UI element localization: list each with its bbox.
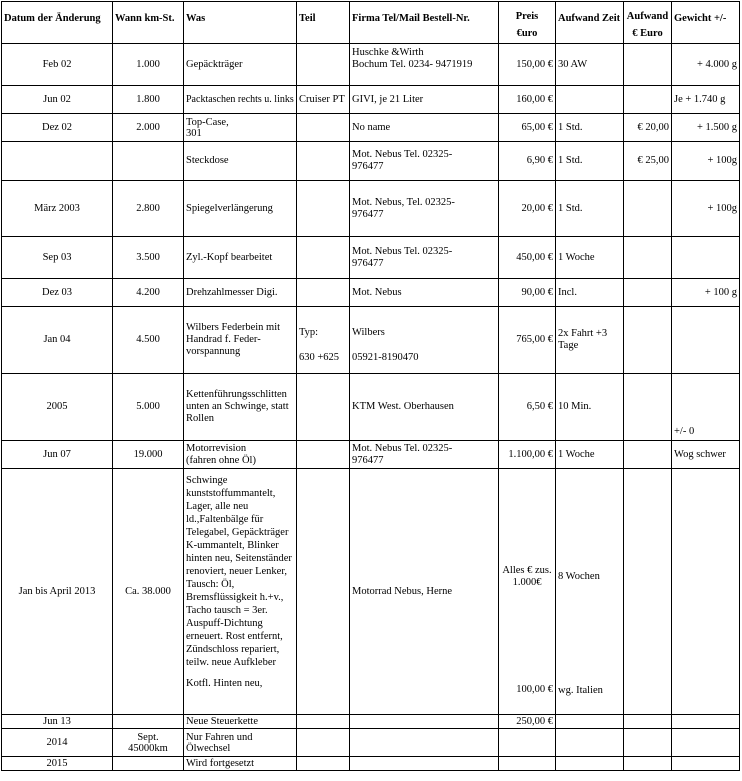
cell-km	[113, 142, 184, 181]
cell-teil	[297, 279, 350, 307]
header-preis-line2: €uro	[516, 28, 538, 39]
cell-zeit	[556, 86, 624, 114]
cell-km: 2.000	[113, 114, 184, 142]
cell-gewicht: + 100g	[672, 142, 740, 181]
cell-was: Packtaschen rechts u. links	[184, 86, 297, 114]
cell-firma: No name	[350, 114, 499, 142]
cell-zeit	[556, 469, 624, 715]
cell-firma: Mot. Nebus Tel. 02325- 976477	[350, 142, 499, 181]
cell-firma: Motorrad Nebus, Herne	[350, 469, 499, 715]
cell-teil	[297, 715, 350, 729]
cell-gewicht: + 4.000 g	[672, 44, 740, 86]
cell-preis: 65,00 €	[499, 114, 556, 142]
cell-teil	[297, 307, 350, 374]
table-row	[2, 374, 740, 441]
cell-km: 1.000	[113, 44, 184, 86]
cell-euro: € 25,00	[624, 142, 672, 181]
cell-euro	[624, 715, 672, 729]
modification-table	[1, 1, 740, 771]
header-aufwand-euro	[624, 2, 672, 44]
cell-km: 2.800	[113, 181, 184, 237]
cell-teil-typ: Typ:	[299, 327, 319, 338]
cell-teil	[297, 757, 350, 771]
header-aufwand-euro-line1: Aufwand	[626, 11, 669, 22]
cell-euro	[624, 44, 672, 86]
cell-km	[113, 715, 184, 729]
cell-preis: 1.100,00 €	[499, 441, 556, 469]
cell-firma-phone: 05921-8190470	[352, 352, 419, 363]
cell-zeit: 1 Std.	[556, 142, 624, 181]
cell-preis: 6,50 €	[499, 374, 556, 441]
cell-was: Steckdose	[184, 142, 297, 181]
cell-euro	[624, 441, 672, 469]
cell-preis: 250,00 €	[499, 715, 556, 729]
table-row	[2, 715, 740, 729]
cell-firma: Mot. Nebus	[350, 279, 499, 307]
header-datum: Datum der Änderung	[2, 2, 113, 44]
cell-datum: Jun 13	[2, 715, 113, 729]
cell-datum: 2014	[2, 729, 113, 757]
header-aufwand-zeit: Aufwand Zeit	[556, 2, 624, 44]
cell-was: Top-Case, 301	[184, 114, 297, 142]
cell-preis	[499, 757, 556, 771]
cell-zeit: 30 AW	[556, 44, 624, 86]
header-aufwand-euro-line2: € Euro	[632, 28, 663, 39]
cell-teil	[297, 729, 350, 757]
cell-teil	[297, 142, 350, 181]
cell-preis: 90,00 €	[499, 279, 556, 307]
table-row	[2, 86, 740, 114]
cell-was	[184, 469, 297, 715]
table-row	[2, 729, 740, 757]
cell-datum: März 2003	[2, 181, 113, 237]
cell-gewicht: +/- 0	[672, 374, 740, 441]
table-row	[2, 469, 740, 715]
cell-teil	[297, 237, 350, 279]
cell-km: Sept. 45000km	[113, 729, 184, 757]
cell-km: 3.500	[113, 237, 184, 279]
cell-zeit-note: wg. Italien	[558, 685, 603, 696]
cell-preis	[499, 729, 556, 757]
cell-firma: Huschke &Wirth Bochum Tel. 0234- 9471919	[350, 44, 499, 86]
cell-was: Wird fortgesetzt	[184, 757, 297, 771]
cell-km: Ca. 38.000	[113, 469, 184, 715]
cell-gewicht	[672, 715, 740, 729]
header-preis	[499, 2, 556, 44]
cell-was: Kettenführungsschlitten unten an Schwinge, statt Rollen	[184, 374, 297, 441]
cell-datum	[2, 142, 113, 181]
cell-zeit: Incl.	[556, 279, 624, 307]
table-row	[2, 441, 740, 469]
cell-was-extra: Kotfl. Hinten neu,	[186, 678, 263, 689]
cell-gewicht	[672, 729, 740, 757]
cell-teil-value: 630 +625	[299, 352, 340, 363]
cell-was: Neue Steuerkette	[184, 715, 297, 729]
cell-zeit: 1 Woche	[556, 237, 624, 279]
cell-preis-extra: 100,00 €	[516, 684, 553, 695]
cell-teil	[297, 181, 350, 237]
header-was: Was	[184, 2, 297, 44]
cell-euro	[624, 374, 672, 441]
cell-gewicht: Wog schwer	[672, 441, 740, 469]
cell-firma: Mot. Nebus Tel. 02325- 976477	[350, 237, 499, 279]
cell-firma	[350, 715, 499, 729]
cell-datum: Dez 02	[2, 114, 113, 142]
table-row	[2, 44, 740, 86]
cell-was-details: Schwinge kunststoffummantelt, Lager, alle neu ld.,Faltenbälge für Telegabel, Gepäckträger K-ummantelt, Blinker hinten neu, Seitenständer renoviert, neuer Lenker, Tausch: Öl, Bremsflüssigkeit h.+v., Tacho tausch = 3er. Auspuff-Dichtung erneuert. Rost entfernt, Zündschloss repariert, teilw. neue Aufkleber	[186, 475, 292, 668]
cell-euro	[624, 307, 672, 374]
cell-firma: Mot. Nebus Tel. 02325- 976477	[350, 441, 499, 469]
cell-datum: Dez 03	[2, 279, 113, 307]
cell-zeit: 2x Fahrt +3 Tage	[556, 307, 624, 374]
cell-km: 4.500	[113, 307, 184, 374]
table-row	[2, 237, 740, 279]
cell-teil	[297, 44, 350, 86]
cell-km: 1.800	[113, 86, 184, 114]
cell-was: Gepäckträger	[184, 44, 297, 86]
table-row	[2, 757, 740, 771]
cell-zeit	[556, 715, 624, 729]
cell-euro	[624, 469, 672, 715]
cell-firma: KTM West. Oberhausen	[350, 374, 499, 441]
header-firma: Firma Tel/Mail Bestell-Nr.	[350, 2, 499, 44]
cell-zeit	[556, 729, 624, 757]
cell-was: Zyl.-Kopf bearbeitet	[184, 237, 297, 279]
cell-euro	[624, 237, 672, 279]
cell-gewicht	[672, 469, 740, 715]
cell-was: Drehzahlmesser Digi.	[184, 279, 297, 307]
cell-gewicht: + 1.500 g	[672, 114, 740, 142]
cell-gewicht: + 100g	[672, 181, 740, 237]
table-row	[2, 142, 740, 181]
cell-preis	[499, 469, 556, 715]
header-teil: Teil	[297, 2, 350, 44]
cell-euro: € 20,00	[624, 114, 672, 142]
cell-zeit	[556, 757, 624, 771]
cell-was: Wilbers Federbein mit Handrad f. Feder- vorspannung	[184, 307, 297, 374]
cell-gewicht: Je + 1.740 g	[672, 86, 740, 114]
cell-zeit-duration: 8 Wochen	[558, 571, 600, 582]
cell-preis: 450,00 €	[499, 237, 556, 279]
cell-preis: 150,00 €	[499, 44, 556, 86]
cell-zeit: 1 Std.	[556, 114, 624, 142]
cell-preis: 20,00 €	[499, 181, 556, 237]
cell-firma: Mot. Nebus, Tel. 02325- 976477	[350, 181, 499, 237]
cell-firma	[350, 729, 499, 757]
cell-euro	[624, 729, 672, 757]
cell-teil	[297, 114, 350, 142]
cell-euro	[624, 757, 672, 771]
cell-gewicht	[672, 757, 740, 771]
cell-preis-total: Alles € zus. 1.000€	[502, 565, 552, 588]
header-wann: Wann km-St.	[113, 2, 184, 44]
cell-was: Nur Fahren und Ölwechsel	[184, 729, 297, 757]
cell-datum: Feb 02	[2, 44, 113, 86]
cell-euro	[624, 279, 672, 307]
cell-km: 4.200	[113, 279, 184, 307]
cell-km	[113, 757, 184, 771]
cell-euro	[624, 86, 672, 114]
cell-firma: GIVI, je 21 Liter	[350, 86, 499, 114]
cell-firma	[350, 307, 499, 374]
cell-datum: Jan 04	[2, 307, 113, 374]
cell-euro	[624, 181, 672, 237]
cell-preis: 765,00 €	[499, 307, 556, 374]
cell-teil	[297, 441, 350, 469]
cell-datum: 2015	[2, 757, 113, 771]
cell-preis: 160,00 €	[499, 86, 556, 114]
cell-teil: Cruiser PT	[297, 86, 350, 114]
cell-teil	[297, 469, 350, 715]
cell-firma-name: Wilbers	[352, 327, 385, 338]
cell-preis: 6,90 €	[499, 142, 556, 181]
cell-gewicht	[672, 307, 740, 374]
cell-gewicht: + 100 g	[672, 279, 740, 307]
cell-datum: Jun 07	[2, 441, 113, 469]
cell-datum: Jun 02	[2, 86, 113, 114]
cell-firma	[350, 757, 499, 771]
table-row	[2, 181, 740, 237]
cell-datum: Sep 03	[2, 237, 113, 279]
cell-zeit: 1 Woche	[556, 441, 624, 469]
table-row	[2, 114, 740, 142]
cell-km: 5.000	[113, 374, 184, 441]
cell-teil	[297, 374, 350, 441]
cell-km: 19.000	[113, 441, 184, 469]
header-preis-line1: Preis	[515, 11, 539, 22]
cell-zeit: 1 Std.	[556, 181, 624, 237]
header-row	[2, 2, 740, 44]
cell-zeit: 10 Min.	[556, 374, 624, 441]
header-gewicht: Gewicht +/-	[672, 2, 740, 44]
cell-gewicht	[672, 237, 740, 279]
table-row	[2, 307, 740, 374]
cell-was: Spiegelverlängerung	[184, 181, 297, 237]
cell-datum: Jan bis April 2013	[2, 469, 113, 715]
table-row	[2, 279, 740, 307]
cell-was: Motorrevision (fahren ohne Öl)	[184, 441, 297, 469]
cell-datum: 2005	[2, 374, 113, 441]
